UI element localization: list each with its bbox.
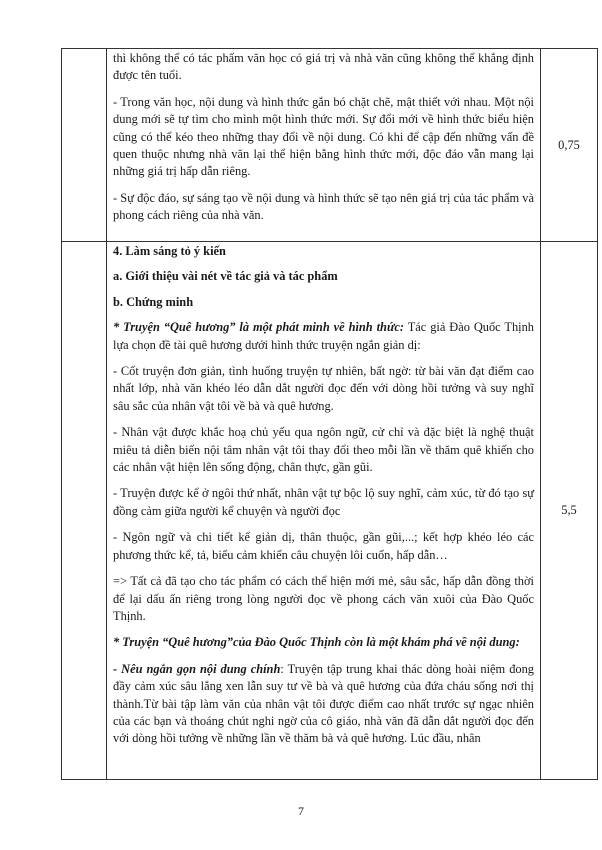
point-conclusion: => Tất cả đã tạo cho tác phẩm có cách thể hiện mới mẻ, sâu sắc, hấp dẫn đồng thời để lại dấu ấn riêng trong lòng người đọc về phong cách văn xuôi của Đào Quốc Thịnh.	[113, 574, 534, 623]
point-narration: - Truyện được kể ở ngôi thứ nhất, nhân vật tự bộc lộ suy nghĩ, cảm xúc, từ đó tạo sự đồng cảm giữa người kể chuyện và người đọc	[113, 486, 534, 518]
form-intro-paragraph	[113, 319, 534, 354]
left-column-cell	[62, 49, 107, 242]
content-cell-intro	[107, 49, 541, 242]
section-heading: 4. Làm sáng tỏ ý kiến	[113, 244, 226, 258]
content-heading: * Truyện “Quê hương”của Đào Quốc Thịnh còn là một khám phá về nội dung:	[113, 635, 520, 650]
score-cell: 0,75	[541, 49, 598, 242]
content-cell-analysis	[107, 242, 541, 780]
page-number: 7	[298, 804, 304, 818]
point-character: - Nhân vật được khắc hoạ chủ yếu qua ngôn ngữ, cử chỉ và đặc biệt là nghệ thuật miêu tả diễn biến nội tâm nhân vật tôi thay đổi theo mỗi lần về thăm quê khiến cho các nhân vật hiện lên sống động, chân thực, gần gũi.	[113, 425, 534, 475]
paragraph-continuation: thì không thể có tác phẩm văn học có giá trị và nhà văn cũng không thể khẳng định được tên tuổi.	[113, 51, 534, 83]
content-rest: : Truyện tập trung khai thác dòng hoài niệm đong đầy cảm xúc sâu lắng xen lẫn suy tư về bà và quê hương của đứa cháu sống nơi thị thành.Từ bài tập làm văn của nhân vật tôi được điểm cao nhất trước sự ngạc nhiên của các bạn và thoáng chút nghi ngờ của cô giáo, nhà văn đã dẫn dắt người đọc đến với dòng hồi tưởng về những lần về thăm bà và quê hương. Lúc đầu, nhân	[113, 661, 534, 746]
paragraph-originality: - Sự độc đáo, sự sáng tạo về nội dung và hình thức sẽ tạo nên giá trị của tác phẩm và phong cách riêng của nhà văn.	[113, 190, 534, 223]
table-row-intro	[62, 49, 598, 242]
point-language: - Ngôn ngữ và chi tiết kể giản dị, thân thuộc, gần gũi,...; kết hợp khéo léo các phương thức kể, tả, biểu cảm khiến câu chuyện lôi cuốn, hấp dẫn…	[113, 530, 534, 562]
paragraph-content-form-relation: - Trong văn học, nội dung và hình thức gắn bó chặt chẽ, mật thiết với nhau. Một nội dung mới sẽ tự tìm cho mình một hình thức mới. Sự đổi mới về hình thức biểu hiện cũng có thể kéo theo những thay đổi về nội dung. Có khi để cập đến những vấn đề quen thuộc nhưng nhà văn lại thể hiện bằng hình thức mới, độc đáo vẫn mang lại những giá trị hấp dẫn riêng.	[113, 94, 534, 179]
answer-table	[61, 48, 598, 780]
subsection-b: b. Chứng minh	[113, 294, 194, 309]
content-lead: - Nêu ngắn gọn nội dung chính	[113, 661, 281, 676]
table-row-analysis	[62, 242, 598, 780]
subsection-a: a. Giới thiệu vài nét về tác giả và tác phẩm	[113, 269, 338, 284]
left-column-cell	[62, 242, 107, 780]
content-paragraph	[113, 661, 534, 748]
score-cell: 5,5	[541, 242, 598, 780]
form-rest: Tác giả Đào Quốc Thịnh lựa chọn đề tài quê hương dưới hình thức truyện ngắn giản dị:	[113, 320, 534, 352]
form-lead: * Truyện “Quê hương” là một phát minh về hình thức:	[113, 320, 404, 335]
point-plot: - Cốt truyện đơn giản, tình huống truyện tự nhiên, bất ngờ: từ bài văn đạt điểm cao nhất lớp, nhà văn khéo léo dẫn dắt người đọc đến với dòng hồi tưởng và suy nghĩ sâu sắc của nhân vật tôi về bà và quê hương.	[113, 364, 534, 413]
